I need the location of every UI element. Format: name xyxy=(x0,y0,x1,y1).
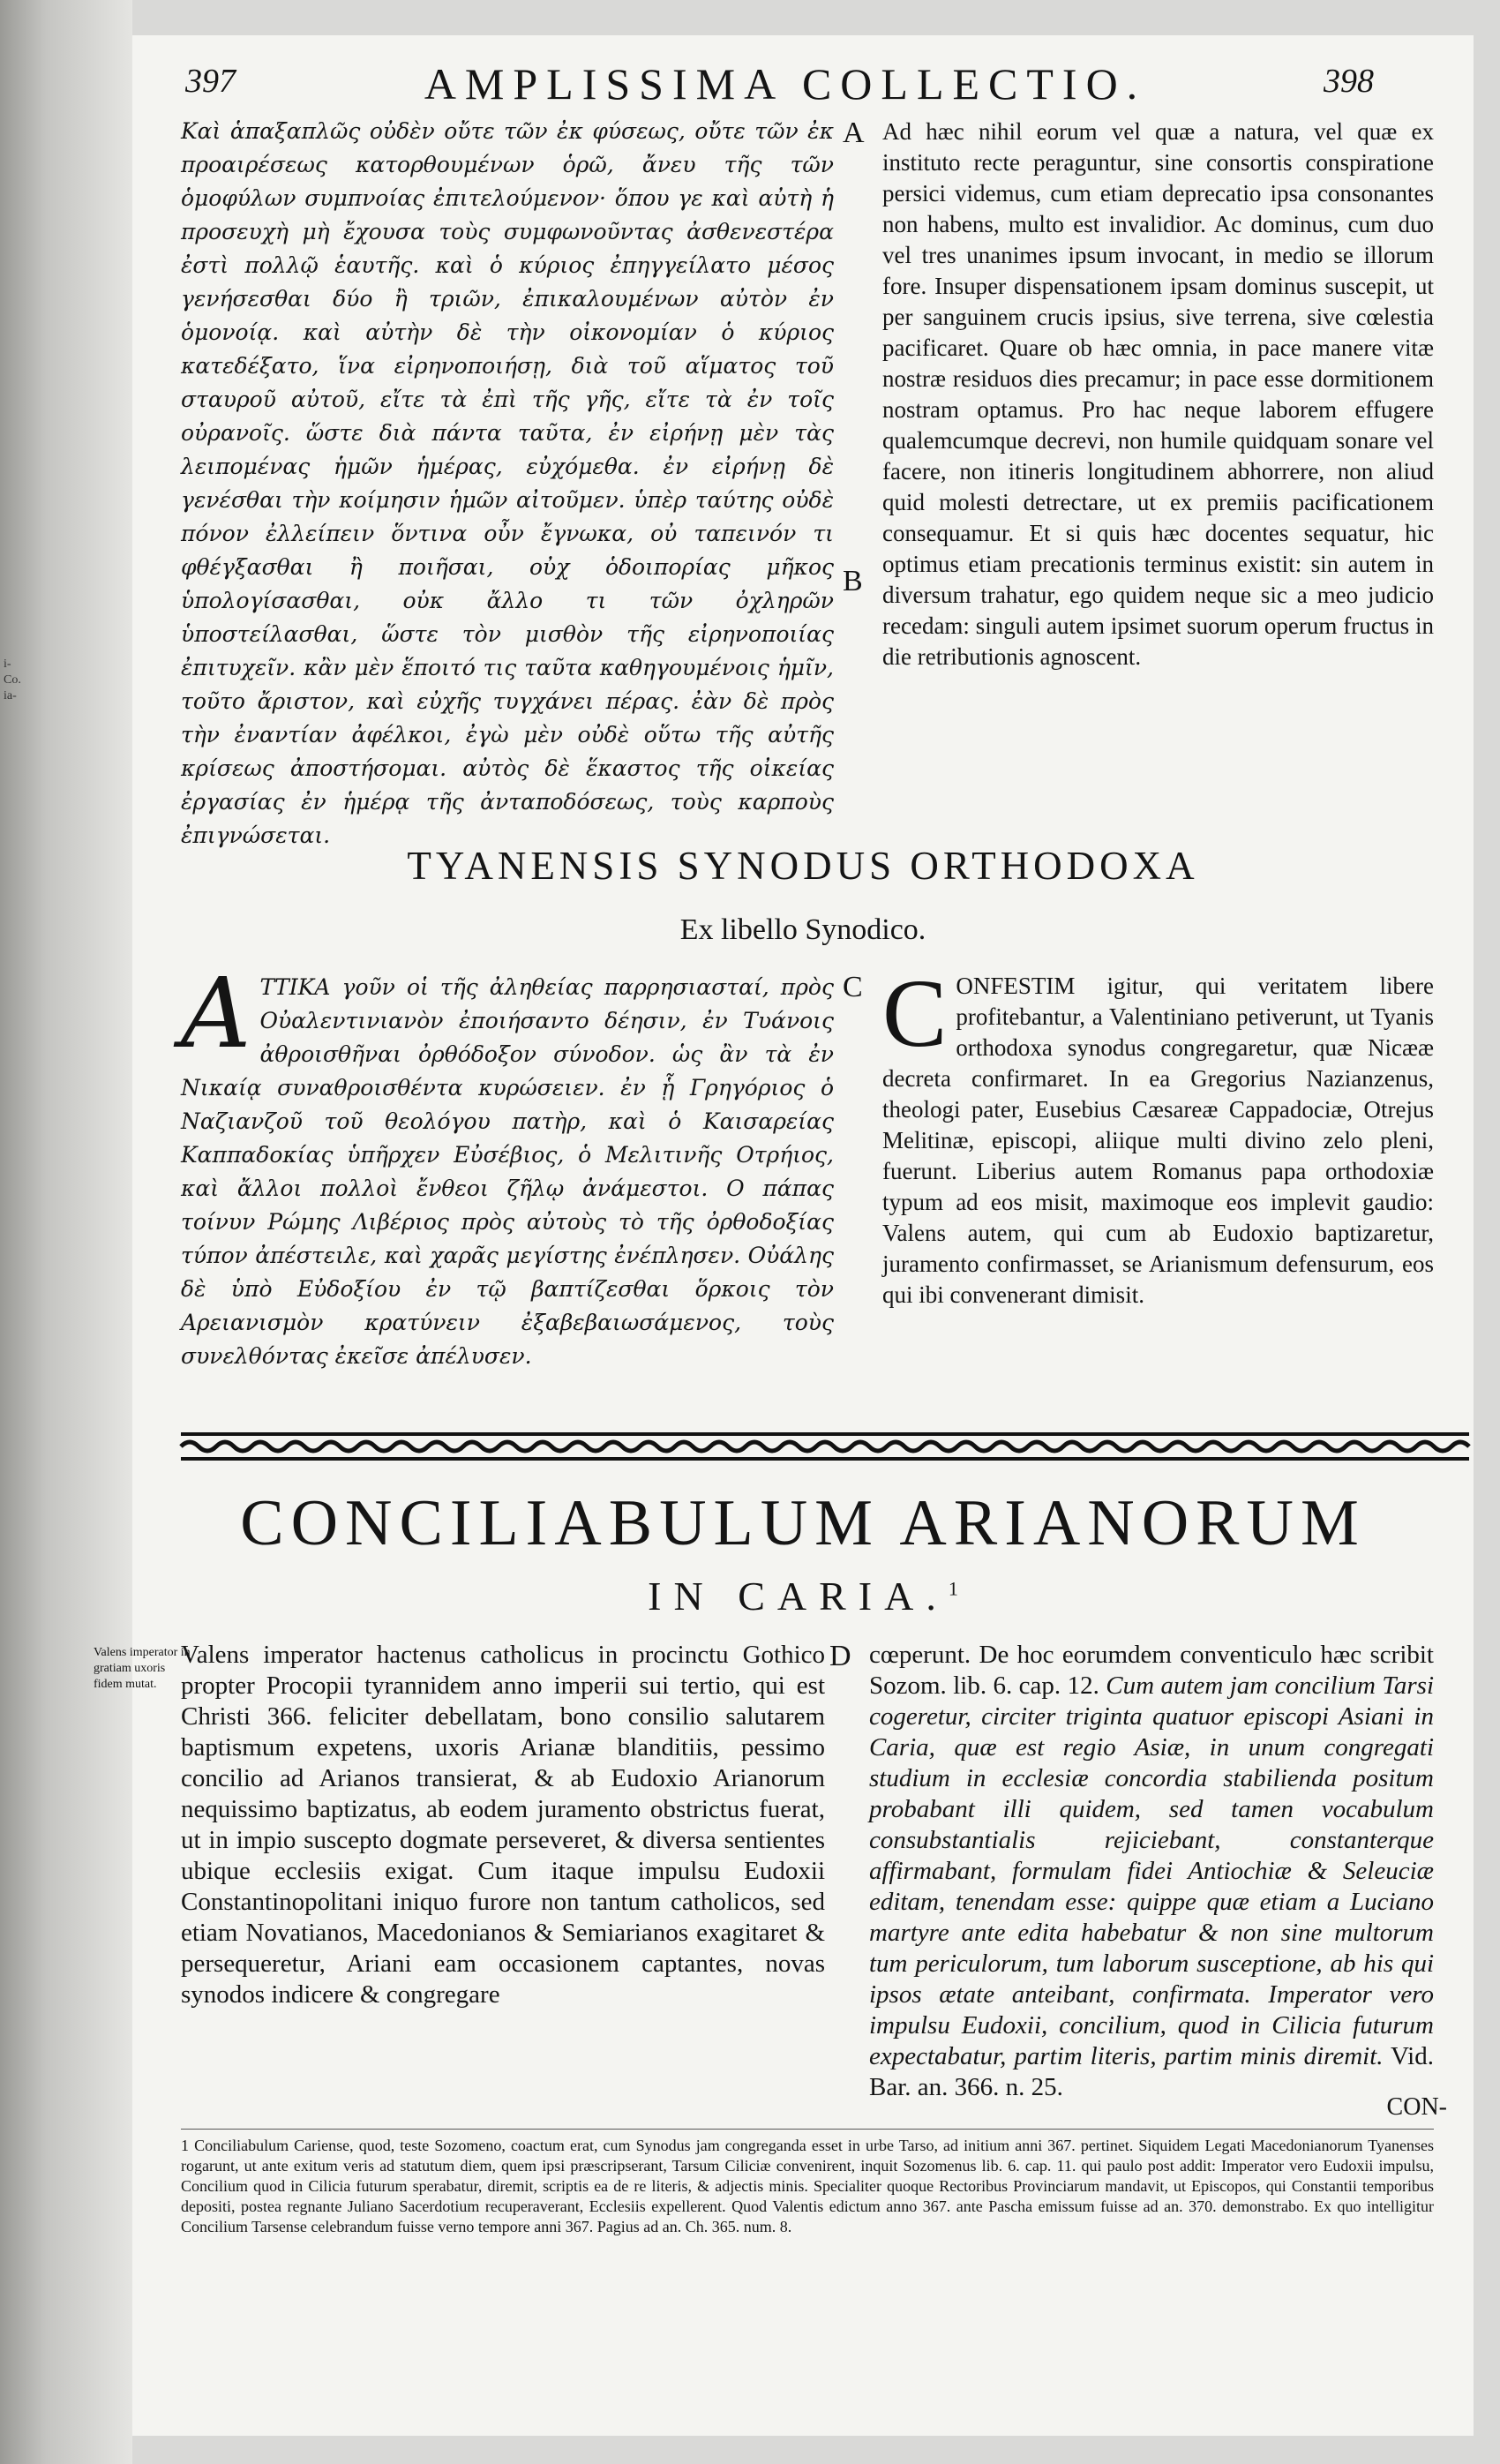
footnote: 1 Conciliabulum Cariense, quod, teste Sozomeno, coactum erat, cum Synodus jam congreganda esset in urbe Tarso, ad initium anni 367. pertinet. Siquidem Legati Macedonianorum Tyanenses rogarunt, ut ante exitum veris ad statutum diem, quem ipsi præscripserant, Tarsum Ciliciæ convenirent, inquit Sozomenus lib. 6. cap. 11. qui paulo post addit: Imperator vero Eudoxii impulsu, Concilium quod in Cilicia futurum sperabatur, diremit, scriptis ea de re literis, & adjectis minis. Specialiter quoque Rectoribus Provinciarum mandavit, ut Episcopos, qui Constantii temporibus depositi, postea regnante Juliano Sacerdotium recuperaverant, Ecclesiis expellerent. Quod Valentis edictum anno 367. ante Pascha emissum fuisse ad an. 370. demonstrabo. Ex quo intelligitur Concilium Tarsense celebrandum fuisse verno tempore anni 367. Pagius ad an. Ch. 365. num. 8. xyxy=(181,2137,1434,2235)
section-letter-d: D xyxy=(829,1640,851,1672)
page-number-right: 398 xyxy=(1324,63,1374,100)
edge-fragment: Co. xyxy=(4,673,21,687)
scan-edge xyxy=(0,0,132,2464)
conciliabulum-title: CONCILIABULUM ARIANORUM xyxy=(240,1487,1366,1559)
greek-column-top: Καὶ ἁπαξαπλῶς οὐδὲν οὔτε τῶν ἐκ φύσεως, οὔτε τῶν ἐκ προαιρέσεως κατορθουμένων ὁρῶ, ἄνευ τῆς τῶν ὁμοφύλων συμπνοίας ἐπιτελούμενον· ὅπου γε καὶ αὐτὴ ἡ προσευχὴ μὴ ἔχουσα τοὺς συμφωνοῦντας ἀσθενεστέρα ἐστὶ πολλῷ ἑαυτῆς. καὶ ὁ κύριος ἐπηγγείλατο μέσος γενήσεσθαι δύο ἢ τριῶν, ἐπικαλουμένων αὐτὸν ἐν ὁμονοίᾳ. καὶ αὐτὴν δὲ τὴν οἰκονομίαν ὁ κύριος κατεδέξατο, ἵνα εἰρηνοποιήσῃ, διὰ τοῦ αἵματος τοῦ σταυροῦ αὐτοῦ, εἴτε τὰ ἐπὶ τῆς γῆς, εἴτε τὰ ἐν τοῖς οὐρανοῖς. ὥστε διὰ πάντα ταῦτα, ἐν εἰρήνῃ μὲν τὰς λειπομένας ἡμῶν ἡμέρας, εὐχόμεθα. ἐν εἰρήνῃ δὲ γενέσθαι τὴν κοίμησιν ἡμῶν αἰτοῦμεν. ὑπὲρ ταύτης οὐδὲ πόνον ἐλλείπειν ὅντινα οὖν ἔγνωκα, οὐ ταπεινόν τι φθέγξασθαι ἢ ποιῆσαι, οὐχ ὁδοιπορίας μῆκος ὑπολογίσασθαι, οὐκ ἄλλο τι τῶν ὀχληρῶν ὑποστείλασθαι, ὥστε τὸν μισθὸν τῆς εἰρηνοποιίας ἐπιτυχεῖν. κἂν μὲν ἕποιτό τις ταῦτα καθηγουμένοις ἡμῖν, τοῦτο ἄριστον, καὶ εὐχῆς τυγχάνει πέρας. ἐὰν δὲ πρὸς τὴν ἐναντίαν ἀφέλκοι, ἐγὼ μὲν οὐδὲ οὕτω τῆς αὐτῆς κρίσεως ἀποστήσομαι. αὐτὸς δὲ ἕκαστος τῆς οἰκείας ἐργασίας ἐν ἡμέρᾳ τῆς ἀνταποδόσεως, τοὺς καρποὺς ἐπιγνώσεται. xyxy=(181,118,834,848)
right-text-ref: Vid. Bar. an. 366. n. 25. xyxy=(869,2042,1434,2101)
tyanensis-greek xyxy=(181,957,834,1412)
page-number-left: 397 xyxy=(185,63,236,100)
tyanensis-subtitle: Ex libello Synodico. xyxy=(679,913,926,946)
section-letter-c: C xyxy=(843,971,863,1003)
catchword: CON- xyxy=(1386,2093,1447,2121)
tyanensis-greek-text: ΤΤΙΚΑ γοῦν οἱ τῆς ἀληθείας παρρησιασταί, πρὸς Οὐαλεντινιανὸν ἐποιήσαντο δέησιν, ἐν Τυάνοις ἀθροισθῆναι ὀρθόδοξον σύνοδον. ὡς ἂν τὰ ἐν Νικαίᾳ συναθροισθέντα κυρώσειεν. ἐν ᾗ Γρηγόριος ὁ Ναζιανζοῦ τοῦ θεολόγου πατὴρ, καὶ ὁ Καισαρείας Καππαδοκίας ὑπῆρχεν Εὐσέβιος, ὁ Μελιτινῆς Οτρήιος, καὶ ἄλλοι πολλοὶ ἔνθεοι ζῆλῳ ἀνάμεστοι. Ο πάπας τοίνυν Ρώμης Λιβέριος πρὸς αὐτοὺς τὸ τῆς ὀρθοδοξίας τύπον ἀπέστειλε, καὶ χαρᾶς μεγίστης ἐνέπλησεν. Οὐάλης δὲ ὑπὸ Εὐδοξίου ἐν τῷ βαπτίζεσθαι ὅρκοις τὸν Αρειανισμὸν κρατύνειν ἐξαβεβαιωσάμενος, τοὺς συνελθόντας ἐκεῖσε ἀπέλυσεν. xyxy=(181,974,834,1369)
right-text-italic: Cum autem jam concilium Tarsi cogeretur, circiter triginta quatuor episcopi Asiani in Caria, quæ est regio Asiæ, in unum congregati studium in ecclesiæ concordia stabilienda positum probabant illi quidem, sed tamen vocabulum consubstantialis rejiciebant, constanterque affirmabant, formulam fidei Antiochiæ & Seleuciæ editam, tenendam esse: quippe quæ etiam a Luciano martyre ante edita habebatur & non sine multorum tum periculorum, tum laborum susceptione, ab his qui ipsos ætate anteibant, confirmata. Imperator vero impulsu Eudoxii, concilium, quod in Cilicia futurum expectabatur, partim literis, partim minis diremit. xyxy=(869,1671,1435,2070)
section-letter-b: B xyxy=(843,565,863,597)
footnote-ref: 1 xyxy=(948,1577,958,1600)
drop-cap-latin: C xyxy=(882,959,948,1067)
drop-cap-greek: A xyxy=(181,957,251,1070)
latin-column-top: Ad hæc nihil eorum vel quæ a natura, vel quæ ex instituto recte peraguntur, sine consortis conspiratione persici videmus, cum etiam deprecatio ipsa consonantes non habens, multo est invalidior. Ac dominus, cum duo vel tres unanimes ipsum invocant, in medio se illorum fore. Insuper dispensationem ipsam dominus suscepit, ut per sanguinem crucis ipsius, sive terrena, sive cœlestia pacificaret. Quare ob hæc omnia, in pace manere vitæ nostræ residuos dies precamur; in pace esse dormitionem nostram optamus. Pro hac neque laborem effugere qualemcumque decrevi, non humile quidquam sonare vel facere, non itineris longitudinem abhorrere, non aliud quid molesti detrectare, ut ex premiis pacificationem consequamur. Et si quis hæc docentes sequatur, hic optimus etiam precationis terminus existit: sin autem in diversum trahatur, ego quidem neque sic a meo judicio recedam: singuli autem ipsimet suorum operum fructus in die retributionis agnoscent. xyxy=(882,118,1434,670)
marginal-note: Valens imperator in gratiam uxoris fidem mutat. xyxy=(94,1646,191,1691)
tyanensis-latin xyxy=(882,959,1434,1412)
footnote-rule xyxy=(181,2129,1434,2130)
conciliabulum-subtitle-text: IN CARIA. xyxy=(648,1574,949,1619)
conciliabulum-right-column xyxy=(869,1640,1434,2099)
conciliabulum-left-column: Valens imperator hactenus catholicus in procinctu Gothico propter Procopii tyrannidem anno imperii sui tertio, qui est Christi 366. feliciter debellatam, bono consilio salutarem baptismum expetens, uxoris Arianæ blanditiis, pessimo concilio ad Arianos transierat, & ab Eudoxio Arianorum nequissimo baptizatus, ab eodem juramento obstrictus fuerat, ut in impio suscepto dogmate perseveret, & diversa sentientes ubique ecclesiis exigat. Cum itaque impulsu Eudoxii Constantinopolitani iniquo furore non tantum catholicos, sed etiam Novatianos, Macedonianos & Semiarianos exagitaret & persequeretur, Ariani eam occasionem captantes, novas synodos indicere & congregare xyxy=(181,1641,825,2009)
edge-fragment: i- xyxy=(4,657,11,671)
conciliabulum-subtitle xyxy=(132,1573,1474,1619)
tyanensis-latin-text: ONFESTIM igitur, qui veritatem libere profitebantur, a Valentiniano petiverunt, ut Tyanis orthodoxa synodus congregaretur, quæ Nicææ decreta confirmaret. In ea Gregorius Nazianzenus, theologi pater, Eusebius Cæsareæ Cappadociæ, Otrejus Melitinæ, episcopi, aliique multi divino zelo pleni, fuerunt. Liberius autem Romanus papa orthodoxiæ typum ad eos misit, maximoque eos implevit gaudio: Valens autem, qui cum ab Eudoxio baptizaretur, juramento confirmasset, se Arianismum defensurum, eos qui ibi convenerant dimisit. xyxy=(882,973,1434,1308)
tyanensis-title: TYANENSIS SYNODUS ORTHODOXA xyxy=(407,844,1199,888)
section-letter-a: A xyxy=(843,116,865,149)
edge-fragment: ia- xyxy=(4,689,17,702)
ornamental-band xyxy=(181,1431,1469,1461)
running-title: AMPLISSIMA COLLECTIO. xyxy=(424,59,1147,109)
right-text-plain: cœperunt. De hoc eorumdem conventiculo hæc scribit Sozom. lib. 6. cap. 12. xyxy=(869,1641,1434,1700)
